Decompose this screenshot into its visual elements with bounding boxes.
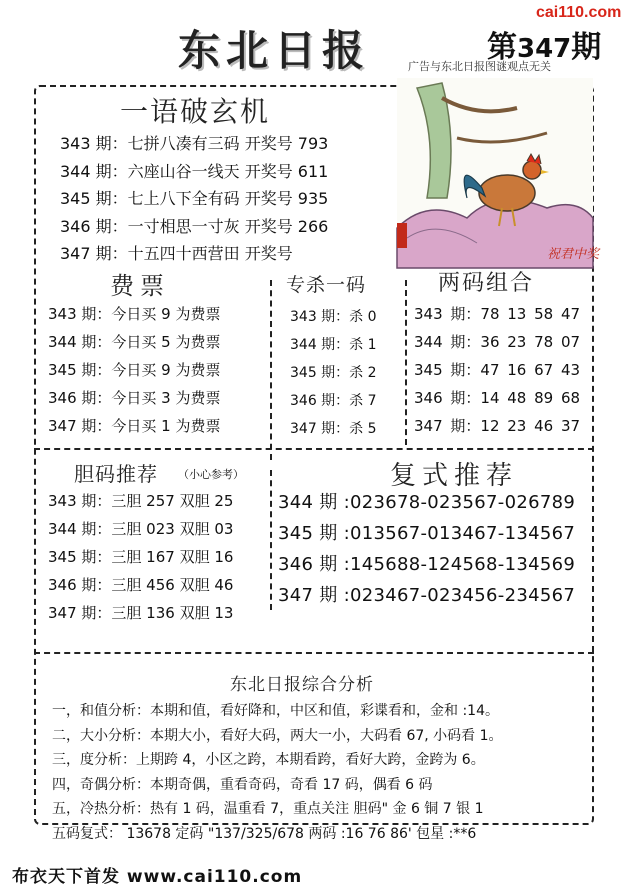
- list-item: 346 期：一寸相思一寸灰 开奖号 266: [60, 216, 329, 236]
- list-item: 344 期：今日买 5 为费票: [48, 333, 221, 351]
- list-item: 347 期：杀 5: [290, 421, 377, 437]
- divider-h1: [34, 448, 594, 450]
- list-item: 347 期：三胆 136 双胆 13: [48, 604, 234, 622]
- divider-v3: [270, 470, 272, 610]
- fenxi-list: [52, 699, 503, 846]
- yiyu-list: [60, 130, 328, 268]
- list-item: 345 期：今日买 9 为费票: [48, 361, 221, 379]
- list-item: 347 期：十五四十西营田 开奖号: [60, 244, 293, 263]
- list-item: 一，和值分析：本期和值，看好降和，中区和值，彩谍看和，金和 :14。: [52, 703, 499, 719]
- zhuansha-list: [290, 303, 377, 443]
- list-item: 345 期 :013567-013467-134567: [278, 523, 576, 544]
- list-item: 二，大小分析：本期大小，看好大码，两大一小，大码看 67, 小码看 1。: [52, 727, 503, 744]
- rooster-illustration: [397, 78, 600, 268]
- issue-suffix: 期: [571, 30, 602, 65]
- yiyu-title: 一语破玄机: [120, 95, 271, 128]
- list-item: 343 期：杀 0: [290, 309, 377, 325]
- list-item: 347 期：12 23 46 37: [414, 417, 581, 435]
- list-item: 344 期：六座山谷一线天 开奖号 611: [60, 161, 329, 181]
- disclaimer: 广告与东北日报图谜观点无关: [408, 60, 551, 73]
- list-item: 五码复式： 13678 定码 "137/325/678 两码 :16 76 86' 包星 :**6: [52, 825, 477, 842]
- list-item: 346 期：杀 7: [290, 393, 377, 409]
- list-item: 345 期：杀 2: [290, 365, 377, 381]
- divider-h2: [34, 652, 594, 654]
- list-item: 343 期：三胆 257 双胆 25: [48, 492, 234, 510]
- list-item: 347 期 :023467-023456-234567: [278, 585, 576, 606]
- list-item: 345 期：47 16 67 43: [414, 361, 581, 379]
- masthead-title: 东北日报: [178, 26, 371, 75]
- zhuansha-title: 专杀一码: [286, 274, 367, 296]
- feipiao-list: [48, 300, 220, 440]
- list-item: 三，度分析：上期跨 4，小区之跨，本期看跨，看好大跨，金跨为 6。: [52, 752, 485, 768]
- list-item: 347 期：今日买 1 为费票: [48, 417, 221, 435]
- list-item: 五，冷热分析：热有 1 码，温重看 7，重点关注 胆码" 金 6 铜 7 银 1: [52, 801, 484, 817]
- list-item: 344 期：杀 1: [290, 337, 377, 353]
- fenxi-title: 东北日报综合分析: [230, 675, 374, 695]
- footer-text: 布衣天下首发 www.cai110.com: [12, 867, 303, 887]
- danma-note: （小心参考）: [178, 468, 244, 481]
- list-item: 345 期：三胆 167 双胆 16: [48, 548, 234, 566]
- list-item: 343 期：七拼八凑有三码 开奖号 793: [60, 134, 329, 153]
- list-item: 346 期 :145688-124568-134569: [278, 554, 576, 575]
- issue-value: 347: [517, 34, 572, 64]
- divider-v2: [405, 280, 407, 445]
- list-item: 346 期：三胆 456 双胆 46: [48, 576, 234, 594]
- site-brand: cai110.com: [536, 4, 622, 21]
- art-caption: 祝君中奖: [547, 247, 600, 262]
- list-item: 344 期：三胆 023 双胆 03: [48, 520, 234, 538]
- liangma-list: [414, 300, 580, 440]
- liangma-title: 两码组合: [438, 271, 535, 296]
- issue-prefix: 第: [487, 30, 517, 65]
- fushi-list: [278, 487, 575, 611]
- list-item: 346 期：14 48 89 68: [414, 389, 581, 407]
- feipiao-title: 费票: [110, 272, 170, 300]
- fushi-title: 复式推荐: [390, 461, 519, 491]
- list-item: 四，奇偶分析：本期奇偶，重看奇码，奇看 17 码，偶看 6 码: [52, 776, 433, 793]
- list-item: 344 期：36 23 78 07: [414, 333, 581, 351]
- list-item: 343 期：今日买 9 为费票: [48, 305, 221, 323]
- danma-list: [48, 487, 233, 627]
- list-item: 344 期 :023678-023567-026789: [278, 492, 576, 513]
- divider-v1: [270, 280, 272, 460]
- list-item: 343 期：78 13 58 47: [414, 305, 581, 323]
- list-item: 345 期：七上八下全有码 开奖号 935: [60, 189, 329, 208]
- danma-title: 胆码推荐: [74, 462, 158, 486]
- list-item: 346 期：今日买 3 为费票: [48, 389, 221, 407]
